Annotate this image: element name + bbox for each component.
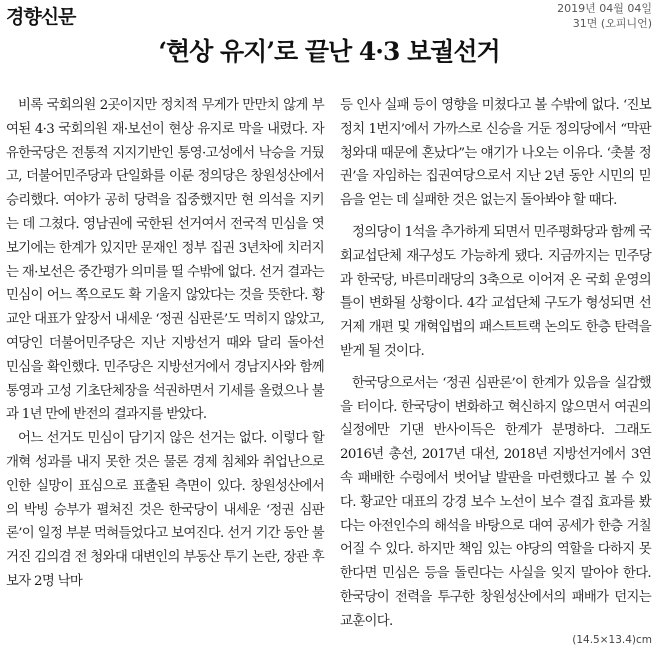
- page-section: 31면 (오피니언): [572, 17, 652, 30]
- article-column-left: [6, 94, 324, 594]
- paragraph: 정의당이 1석을 추가하게 되면서 민주평화당과 함께 국회교섭단체 재구성도 가능하게 됐다. 지금까지는 민주당과 한국당, 바른미래당의 3축으로 이어져 온 국회 운영의 틀이 변화될 상황이다. 4각 교섭단체 구도가 형성되면 선거제 개편 및 개혁입법의 패스트트랙 논의도 한층 탄력을 받게 될 것이다.: [340, 224, 651, 359]
- article-headline: ‘현상 유지’로 끝난 4·3 보궐선거: [158, 37, 500, 66]
- publication-date: 2019년 04월 04일: [557, 2, 652, 15]
- paragraph: 한국당으로서는 ‘정권 심판론’이 한계가 있음을 실감했을 터이다. 한국당이 변화하고 혁신하지 않으면서 여권의 실정에만 기댄 반사이득은 한계가 분명하다. 그래도 2016년 총선, 2017년 대선, 2018년 지방선거에서 3연속 패배한 수렁에서 벗어날 발판을 마련했다고 볼 수 있다. 황교안 대표의 강경 보수 노선이 보수 결집 효과를 봤다는 아전인수의 해석을 바탕으로 대여 공세가 한층 거칠어질 수 있다. 하지만 책임 있는 야당의 역할을 다하지 못한다면 민심은 등을 돌린다는 사실을 잊지 말아야 한다. 한국당이 전력을 투구한 창원성산에서의 패배가 던지는 교훈이다.: [340, 375, 651, 629]
- article-column-right: [340, 94, 651, 634]
- paragraph: 비록 국회의원 2곳이지만 정치적 무게가 만만치 않게 부여된 4·3 국회의원 재·보선이 현상 유지로 막을 내렸다. 자유한국당은 전통적 지지기반인 통영·고성에서 낙승을 거뒀고, 더불어민주당과 단일화를 이룬 정의당은 창원성산에서 승리했다. 여야가 공히 당력을 집중했지만 현 의석을 지키는 데 그쳤다. 영남권에 국한된 선거여서 전국적 민심을 엿보기에는 한계가 있지만 문재인 정부 집권 3년차에 치러지는 재·보선은 중간평가 의미를 띨 수밖에 없다. 선거 결과는 민심이 어느 쪽으로도 확 기울지 않았다는 것을 뜻한다. 황교안 대표가 앞장서 내세운 ‘정권 심판론’도 먹히지 않았고, 여당인 더불어민주당은 지난 지방선거 때와 달리 돌아선 민심을 확인했다. 민주당은 지방선거에서 경남지사와 함께 통영과 고성 기초단체장을 석권하면서 기세를 올렸으나 불과 1년 만에 반전의 결과지를 받았다.: [6, 98, 324, 423]
- paragraph: 등 인사 실패 등이 영향을 미쳤다고 볼 수밖에 없다. ‘진보정치 1번지’에서 가까스로 신승을 거둔 정의당에서 “막판 청와대 때문에 혼났다”는 얘기가 나오는 이유다. ‘촛불 정권’을 자임하는 집권여당으로서 지난 2년 동안 시민의 믿음을 얻는 데 실패한 것은 없는지 돌아봐야 할 때다.: [340, 98, 651, 209]
- paragraph: 어느 선거도 민심이 담기지 않은 선거는 없다. 이렇다 할 개혁 성과를 내지 못한 것은 물론 경제 침체와 취업난으로 인한 실망이 표심으로 표출된 측면이 있다. 창원성산에서의 박빙 승부가 펼쳐진 것은 한국당이 내세운 ‘정권 심판론’이 일정 부분 먹혀들었다고 보여진다. 선거 기간 동안 불거진 김의겸 전 청와대 대변인의 부동산 투기 논란, 장관 후보자 2명 낙마: [6, 431, 324, 589]
- clipping-size-note: (14.5×13.4)cm: [572, 634, 652, 646]
- publication-meta: [557, 1, 652, 31]
- newspaper-masthead: 경향신문: [6, 6, 76, 28]
